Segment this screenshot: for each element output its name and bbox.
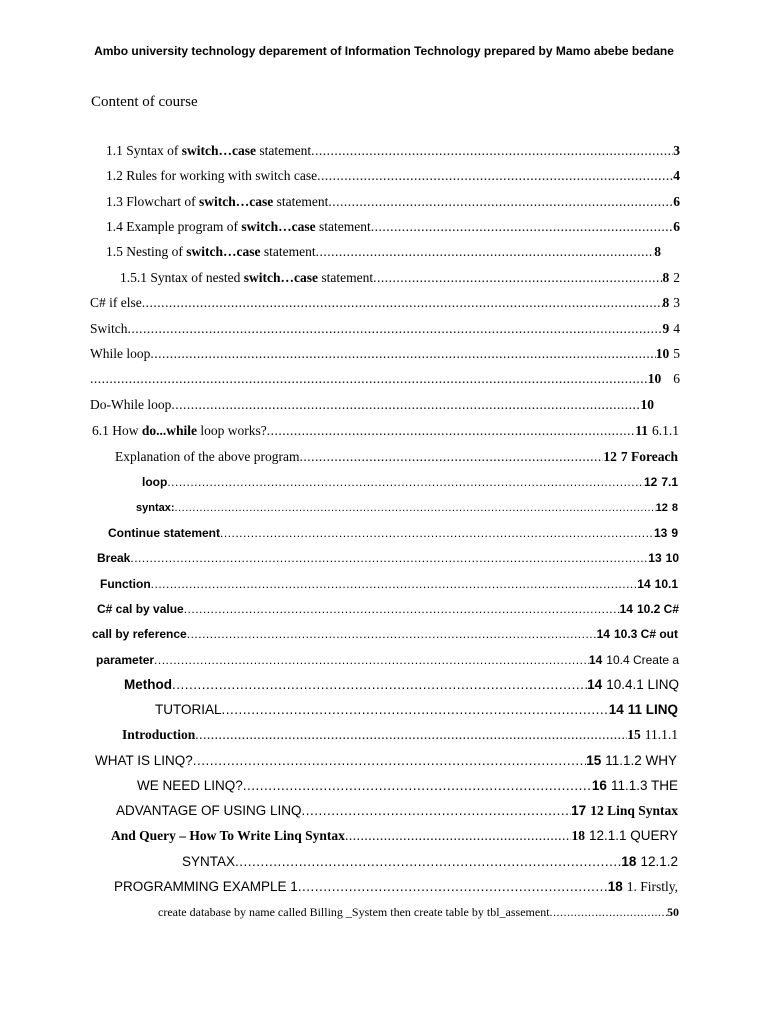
dot-leader (150, 344, 655, 364)
toc-trailing-number: 11.1.3 THE (610, 778, 678, 793)
toc-trailing-number: 6 (673, 371, 680, 386)
toc-page-number: 12 (655, 502, 668, 514)
toc-trailing-number: 7 Foreach (620, 449, 678, 464)
toc-entry-text: 6.1 How do...while loop works? (92, 423, 267, 438)
dot-leader (167, 472, 644, 492)
dot-leader (220, 523, 654, 543)
toc-entry-text: loop (142, 475, 168, 489)
toc-entry-text: 1.5 Nesting of switch…case statement (106, 244, 316, 259)
dot-leader (175, 498, 656, 518)
toc-page-number: 13 (653, 526, 668, 540)
toc-entry-text: Break (97, 551, 131, 565)
toc-entry-text: 1.5.1 Syntax of nested switch…case statement (120, 270, 374, 285)
toc-entry[interactable] (122, 725, 678, 745)
dot-leader (317, 166, 673, 186)
toc-page-number: 14 (619, 602, 633, 616)
toc-page-number: 18 (607, 879, 623, 894)
toc-entry[interactable] (114, 877, 678, 897)
toc-entry-text: SYNTAX (182, 854, 236, 869)
toc-trailing-number: 6.1.1 (652, 423, 679, 438)
toc-entry-text: 1.2 Rules for working with switch case (106, 168, 318, 183)
dot-leader (316, 242, 655, 262)
toc-entry-text: 1.4 Example program of switch…case statement (106, 219, 371, 234)
toc-entry[interactable] (116, 801, 678, 821)
toc-page-number: 17 (571, 803, 587, 818)
dot-leader (154, 650, 589, 670)
toc-page-number: 3 (673, 143, 680, 158)
dot-leader (151, 574, 638, 594)
toc-entry-text: ADVANTAGE OF USING LINQ (116, 803, 302, 818)
toc-trailing-number: 8 (671, 502, 678, 514)
toc-page-number: 15 (627, 727, 641, 742)
toc-entry[interactable] (90, 344, 680, 364)
toc-trailing-number: 2 (673, 270, 680, 285)
dot-leader (302, 801, 572, 821)
dot-leader (142, 293, 663, 313)
toc-trailing-number: 11.1.1 (644, 727, 678, 742)
page-title: Content of course (91, 94, 198, 110)
toc-page-number: 8 (662, 270, 670, 285)
toc-trailing-number: 1. Firstly, (626, 879, 678, 894)
toc-entry[interactable] (120, 268, 680, 288)
toc-page-number: 8 (654, 244, 661, 259)
dot-leader (371, 217, 674, 237)
toc-page-number: 8 (662, 295, 670, 310)
toc-entry[interactable] (92, 421, 679, 441)
toc-trailing-number: 10.2 C# (636, 602, 679, 616)
dot-leader (171, 395, 640, 415)
toc-page-number: 50 (667, 905, 679, 919)
toc-trailing-number: 10.4 Create a (606, 653, 679, 667)
toc-entry-text: C# if else (90, 295, 142, 310)
toc-entry[interactable] (90, 319, 680, 339)
toc-entry[interactable] (182, 852, 678, 872)
toc-entry-text: parameter (96, 653, 155, 667)
toc-trailing-number: 12.1.2 (640, 854, 678, 869)
toc-entry-text: Function (100, 577, 151, 591)
toc-entry-text: Explanation of the above program (115, 449, 300, 464)
toc-trailing-number: 11 LINQ (627, 702, 678, 717)
toc-trailing-number: 3 (673, 295, 680, 310)
dot-leader (299, 447, 603, 467)
toc-entry[interactable] (90, 369, 680, 389)
dot-leader (184, 599, 620, 619)
toc-entry[interactable] (158, 902, 679, 922)
toc-page-number: 6 (673, 219, 680, 234)
toc-entry-text: C# cal by value (97, 602, 184, 616)
toc-entry-text: Switch (90, 321, 128, 336)
toc-entry[interactable] (142, 472, 678, 492)
dot-leader (298, 877, 608, 897)
dot-leader (550, 902, 667, 922)
dot-leader (311, 141, 673, 161)
toc-entry-text: And Query – How To Write Linq Syntax (111, 828, 345, 843)
toc-page-number: 14 (588, 653, 603, 667)
toc-entry[interactable] (97, 548, 679, 568)
toc-trailing-number: 12.1.1 QUERY (588, 828, 678, 843)
toc-trailing-number: 7.1 (661, 475, 678, 489)
toc-page-number: 18 (621, 854, 637, 869)
toc-trailing-number: 10.4.1 LINQ (606, 677, 679, 692)
dot-leader (195, 725, 627, 745)
toc-page-number: 15 (586, 753, 602, 768)
toc-page-number: 11 (635, 423, 648, 438)
toc-entry[interactable] (90, 293, 680, 313)
dot-leader (187, 624, 597, 644)
toc-entry[interactable] (106, 192, 680, 212)
dot-leader (235, 852, 621, 872)
toc-entry[interactable] (100, 574, 678, 594)
toc-page-number: 10 (647, 371, 662, 386)
toc-trailing-number: 10 (665, 551, 679, 565)
toc-entry[interactable] (106, 141, 680, 161)
page-header: Ambo university technology deparement of Information Technology prepared by Mamo abebe bedane (94, 44, 674, 58)
toc-trailing-number: 12 Linq Syntax (590, 803, 678, 818)
toc-entry-text: 1.1 Syntax of switch…case statement (106, 143, 312, 158)
toc-trailing-number: 5 (673, 346, 680, 361)
dot-leader (328, 192, 673, 212)
toc-trailing-number: 9 (671, 526, 678, 540)
toc-page-number: 14 (608, 702, 624, 717)
toc-entry[interactable] (106, 166, 680, 186)
dot-leader (243, 776, 592, 796)
dot-leader (373, 268, 662, 288)
toc-entry[interactable] (97, 599, 679, 619)
toc-entry-text: 1.3 Flowchart of switch…case statement (106, 194, 329, 209)
dot-leader (193, 751, 586, 771)
toc-entry[interactable] (106, 242, 661, 262)
toc-entry[interactable] (124, 675, 679, 695)
toc-page-number: 14 (637, 577, 651, 591)
toc-page-number: 9 (662, 321, 670, 336)
dot-leader (128, 319, 663, 339)
toc-entry-text: WE NEED LINQ? (137, 778, 243, 793)
toc-entry[interactable] (155, 700, 678, 720)
toc-entry-text: Do-While loop (90, 397, 172, 412)
dot-leader (222, 700, 609, 720)
toc-entry[interactable] (92, 624, 678, 644)
toc-page-number: 6 (673, 194, 680, 209)
toc-entry-text: WHAT IS LINQ? (95, 753, 193, 768)
dot-leader (345, 826, 572, 846)
toc-entry-text: TUTORIAL (155, 702, 222, 717)
dot-leader (172, 675, 587, 695)
toc-entry-text: Introduction (122, 727, 196, 742)
toc-entry[interactable] (96, 650, 679, 670)
toc-page-number: 10 (640, 397, 654, 412)
toc-page-number: 18 (571, 828, 585, 843)
toc-entry[interactable] (137, 776, 678, 796)
toc-entry-text: While loop (90, 346, 151, 361)
toc-entry-text: Continue statement (108, 526, 221, 540)
toc-entry[interactable] (136, 498, 678, 518)
toc-entry-text: syntax: (136, 502, 175, 514)
toc-entry[interactable] (115, 447, 678, 467)
dot-leader (90, 369, 648, 389)
toc-page-number: 12 (603, 449, 617, 464)
dot-leader (267, 421, 635, 441)
toc-trailing-number: 4 (673, 321, 680, 336)
toc-entry[interactable] (108, 523, 678, 543)
toc-trailing-number: 11.1.2 WHY (605, 753, 677, 768)
toc-page-number: 14 (587, 677, 603, 692)
toc-entry-text: PROGRAMMING EXAMPLE 1 (114, 879, 298, 894)
dot-leader (130, 548, 648, 568)
toc-trailing-number: 10.1 (654, 577, 678, 591)
toc-page-number: 10 (655, 346, 670, 361)
toc-entry-text: call by reference (92, 627, 187, 641)
toc-entry[interactable] (95, 751, 677, 771)
toc-entry-text: Method (124, 677, 172, 692)
toc-entry[interactable] (90, 395, 654, 415)
toc-page-number: 13 (648, 551, 662, 565)
toc-page-number: 14 (596, 627, 610, 641)
toc-page-number: 16 (591, 778, 607, 793)
toc-page-number: 12 (643, 475, 658, 489)
toc-page-number: 4 (673, 168, 680, 183)
toc-entry[interactable] (106, 217, 680, 237)
toc-trailing-number: 10.3 C# out (613, 627, 678, 641)
toc-entry[interactable] (111, 826, 678, 846)
toc-entry-text: create database by name called Billing _System then create table by tbl_assement (158, 905, 550, 919)
